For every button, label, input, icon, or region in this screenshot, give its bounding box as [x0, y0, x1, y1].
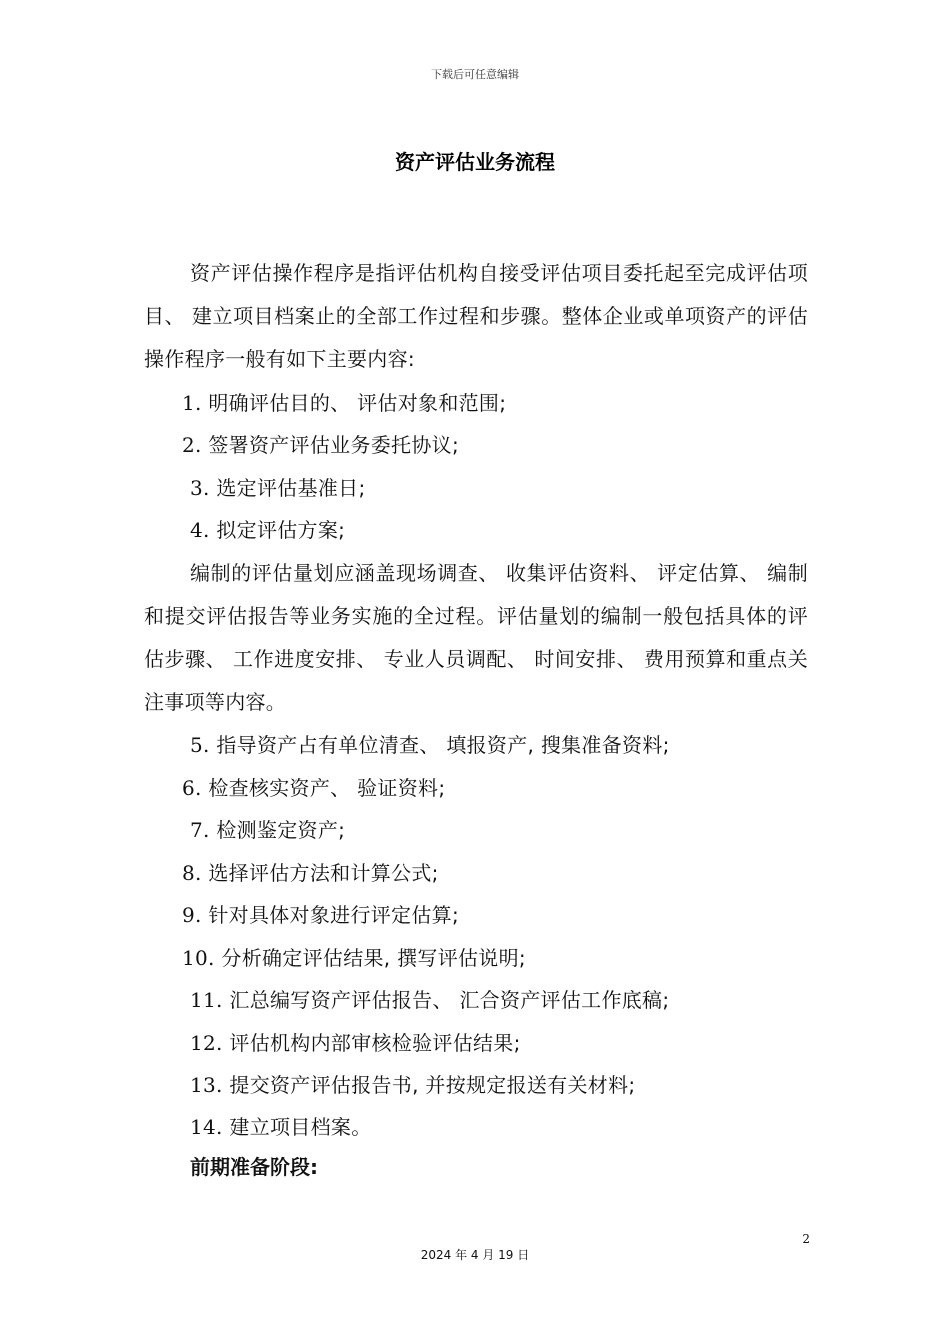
list-item-number: 5. — [190, 733, 210, 757]
list-item-text: 提交资产评估报告书, 并按规定报送有关材料; — [229, 1073, 636, 1097]
list-item-text: 分析确定评估结果, 撰写评估说明; — [221, 946, 526, 970]
plan-paragraph: 编制的评估量划应涵盖现场调查、 收集评估资料、 评定估算、 编制和提交评估报告等业务实施的全过程。评估量划的编制一般包括具体的评估步骤、 工作进度安排、 专业人员调配、 时间安排、 费用预算和重点关注事项等内容。 — [144, 561, 808, 714]
list-item — [190, 1022, 521, 1065]
list-item-text: 评估机构内部审核检验评估结果; — [229, 1031, 521, 1055]
section-heading: 前期准备阶段: — [190, 1155, 318, 1179]
footer-date: 2024 年 4 月 19 日 — [420, 1248, 530, 1262]
list-item-number: 8. — [182, 861, 202, 885]
list-item-number: 14. — [190, 1115, 223, 1139]
list-item-number: 3. — [190, 476, 210, 500]
document-title: 资产评估业务流程 — [395, 150, 555, 174]
list-item-number: 12. — [190, 1031, 223, 1055]
list-item-text: 检测鉴定资产; — [216, 818, 346, 842]
list-item — [182, 382, 506, 425]
intro-paragraph: 资产评估操作程序是指评估机构自接受评估项目委托起至完成评估项目、 建立项目档案止的全部工作过程和步骤。整体企业或单项资产的评估操作程序一般有如下主要内容: — [144, 261, 808, 371]
list-item-text: 签署资产评估业务委托协议; — [208, 433, 459, 457]
list-item — [182, 424, 459, 467]
list-item — [190, 1106, 372, 1149]
list-item — [182, 937, 526, 980]
header-note: 下载后可任意编辑 — [431, 68, 519, 81]
list-item-text: 建立项目档案。 — [229, 1115, 372, 1139]
list-item-number: 7. — [190, 818, 210, 842]
list-item — [182, 767, 445, 810]
list-item-text: 选择评估方法和计算公式; — [208, 861, 439, 885]
list-item-text: 拟定评估方案; — [216, 518, 346, 542]
page-number: 2 — [802, 1232, 810, 1246]
list-item — [190, 509, 345, 552]
list-item-number: 10. — [182, 946, 215, 970]
list-item — [190, 809, 345, 852]
list-item-number: 1. — [182, 391, 202, 415]
list-item — [190, 724, 670, 767]
list-item-number: 9. — [182, 903, 202, 927]
list-item — [182, 894, 459, 937]
list-item-number: 6. — [182, 776, 202, 800]
list-item-text: 选定评估基准日; — [216, 476, 366, 500]
list-item-text: 检查核实资产、 验证资料; — [208, 776, 446, 800]
list-item-text: 明确评估目的、 评估对象和范围; — [208, 391, 507, 415]
list-item-text: 针对具体对象进行评定估算; — [208, 903, 459, 927]
list-item-number: 2. — [182, 433, 202, 457]
list-item-number: 13. — [190, 1073, 223, 1097]
list-item-number: 11. — [190, 988, 223, 1012]
list-item — [190, 467, 366, 510]
list-item-number: 4. — [190, 518, 210, 542]
list-item-text: 指导资产占有单位清查、 填报资产, 搜集准备资料; — [216, 733, 670, 757]
list-item — [182, 852, 439, 895]
list-item-text: 汇总编写资产评估报告、 汇合资产评估工作底稿; — [229, 988, 670, 1012]
list-item — [190, 979, 669, 1022]
list-item — [190, 1064, 635, 1107]
